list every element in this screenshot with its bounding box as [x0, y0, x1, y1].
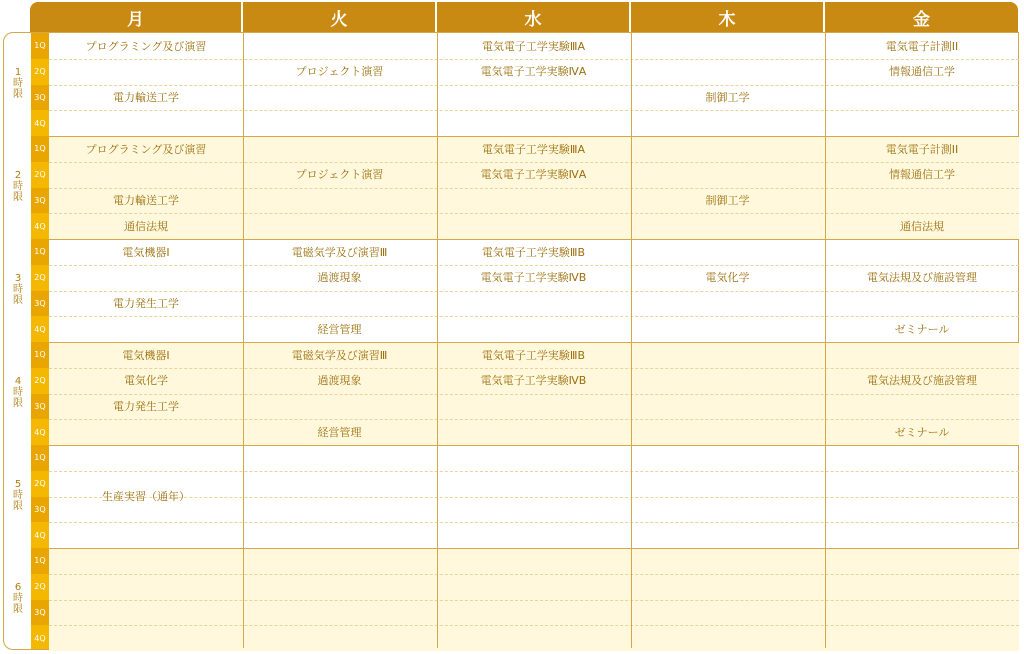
course-entry[interactable]: 電気電子工学実験ⅣB — [480, 374, 587, 388]
period-label-text: 時 — [13, 489, 23, 501]
course-entry[interactable]: 電気化学 — [124, 374, 168, 388]
period-label — [4, 67, 32, 100]
course-entry[interactable]: 経営管理 — [317, 425, 362, 439]
course-entry[interactable]: 電気電子計測II — [885, 142, 959, 156]
quarter-label: 2Q — [34, 170, 46, 180]
course-entry[interactable]: 電磁気学及び演習Ⅲ — [291, 245, 388, 259]
period-label-text: 4 — [14, 375, 22, 387]
course-entry[interactable]: 電気機器Ⅰ — [122, 348, 170, 362]
quarter-label: 2Q — [34, 479, 46, 489]
course-entry[interactable]: 電気電子工学実験ⅣB — [480, 271, 587, 285]
course-entry[interactable]: 制御工学 — [705, 91, 750, 104]
course-entry[interactable]: 電力発生工学 — [113, 297, 179, 310]
period-label-text: 限 — [13, 294, 23, 306]
course-entry[interactable]: 電力輸送工学 — [113, 91, 179, 104]
course-entry[interactable]: 電気電子工学実験ⅣA — [480, 65, 587, 79]
course-entry[interactable]: 通信法規 — [900, 219, 944, 233]
quarter-label: 1Q — [31, 136, 49, 162]
course-entry[interactable]: 経営管理 — [317, 322, 362, 336]
quarter-label: 3Q — [31, 85, 49, 111]
period-label-text: 限 — [13, 397, 23, 409]
quarter-label: 2Q — [34, 67, 46, 77]
course-entry[interactable]: 過渡現象 — [317, 374, 362, 388]
course-entry[interactable]: 生産実習（通年） — [102, 490, 190, 504]
course-entry[interactable]: ゼミナール — [894, 322, 950, 336]
period-label-text: 時 — [13, 592, 23, 604]
course-entry[interactable]: 電気電子工学実験ⅢB — [481, 348, 586, 362]
period-label — [4, 479, 32, 512]
course-entry[interactable]: 情報通信工学 — [889, 168, 955, 182]
quarter-label: 2Q — [34, 582, 46, 592]
course-entry[interactable]: 情報通信工学 — [889, 65, 955, 79]
period-label — [4, 376, 32, 409]
course-entry[interactable]: プログラミング及び演習 — [85, 142, 207, 156]
quarter-label: 4Q — [34, 530, 46, 540]
day-header: 金 — [825, 2, 1018, 32]
quarter-divider — [49, 522, 1019, 523]
day-header: 火 — [243, 2, 435, 32]
quarter-divider — [49, 110, 1019, 111]
period-label-text: 5 — [14, 478, 22, 490]
quarter-divider — [49, 600, 1019, 601]
quarter-label: 4Q — [34, 633, 46, 643]
period-label-text: 時 — [13, 77, 23, 89]
period-label — [4, 170, 32, 203]
day-header: 木 — [631, 2, 823, 32]
course-entry[interactable]: 電気電子工学実験ⅣA — [480, 168, 587, 182]
course-entry[interactable]: プログラミング及び演習 — [85, 39, 207, 53]
course-entry[interactable]: 制御工学 — [705, 194, 750, 207]
quarter-label: 3Q — [31, 394, 49, 420]
course-entry[interactable]: 電磁気学及び演習Ⅲ — [291, 348, 388, 362]
period-label-text: 1 — [14, 66, 22, 78]
period-label-text: 限 — [13, 500, 23, 512]
period-label — [4, 582, 32, 615]
period-label-text: 2 — [14, 169, 22, 181]
quarter-label: 2Q — [34, 273, 46, 283]
day-header: 水 — [437, 2, 629, 32]
period-label-text: 限 — [13, 191, 23, 203]
course-entry[interactable]: 電力輸送工学 — [113, 194, 179, 207]
quarter-label: 4Q — [34, 221, 46, 231]
quarter-label: 1Q — [31, 445, 49, 471]
period-label-text: 限 — [13, 88, 23, 100]
quarter-label: 4Q — [34, 427, 46, 437]
course-entry[interactable]: 過渡現象 — [317, 271, 362, 285]
quarter-divider — [49, 471, 1019, 472]
course-entry[interactable]: ゼミナール — [894, 425, 950, 439]
period-label-text: 6 — [14, 581, 22, 593]
quarter-label: 1Q — [31, 33, 49, 59]
period-label-text: 時 — [13, 386, 23, 398]
quarter-divider — [49, 574, 1019, 575]
period-label-text: 時 — [13, 180, 23, 192]
quarter-label: 1Q — [31, 548, 49, 574]
course-entry[interactable]: プロジェクト演習 — [295, 168, 384, 182]
course-entry[interactable]: 通信法規 — [124, 219, 168, 233]
period-label — [4, 273, 32, 306]
course-entry[interactable]: 電気法規及び施設管理 — [867, 374, 977, 388]
quarter-label: 3Q — [31, 600, 49, 626]
quarter-label: 3Q — [31, 497, 49, 523]
course-entry[interactable]: 電気電子工学実験ⅢA — [481, 142, 586, 156]
course-entry[interactable]: 電気機器Ⅰ — [122, 245, 170, 259]
quarter-label: 3Q — [31, 188, 49, 214]
column-divider — [631, 32, 632, 648]
course-entry[interactable]: 電気電子計測II — [885, 39, 959, 53]
quarter-divider — [49, 625, 1019, 626]
quarter-label: 1Q — [31, 342, 49, 368]
quarter-label: 4Q — [34, 324, 46, 334]
course-entry[interactable]: プロジェクト演習 — [295, 65, 384, 79]
period-label-text: 限 — [13, 603, 23, 615]
quarter-label: 2Q — [34, 376, 46, 386]
course-entry[interactable]: 電気化学 — [705, 271, 750, 285]
course-entry[interactable]: 電力発生工学 — [113, 400, 179, 413]
period-label-text: 3 — [14, 272, 22, 284]
quarter-label: 1Q — [31, 239, 49, 265]
period-label-text: 時 — [13, 283, 23, 295]
quarter-label: 4Q — [34, 118, 46, 128]
quarter-label: 3Q — [31, 291, 49, 317]
course-entry[interactable]: 電気電子工学実験ⅢB — [481, 245, 586, 259]
day-header: 月 — [30, 2, 241, 32]
course-entry[interactable]: 電気電子工学実験ⅢA — [481, 39, 586, 53]
column-divider — [437, 32, 438, 648]
course-entry[interactable]: 電気法規及び施設管理 — [867, 271, 977, 285]
